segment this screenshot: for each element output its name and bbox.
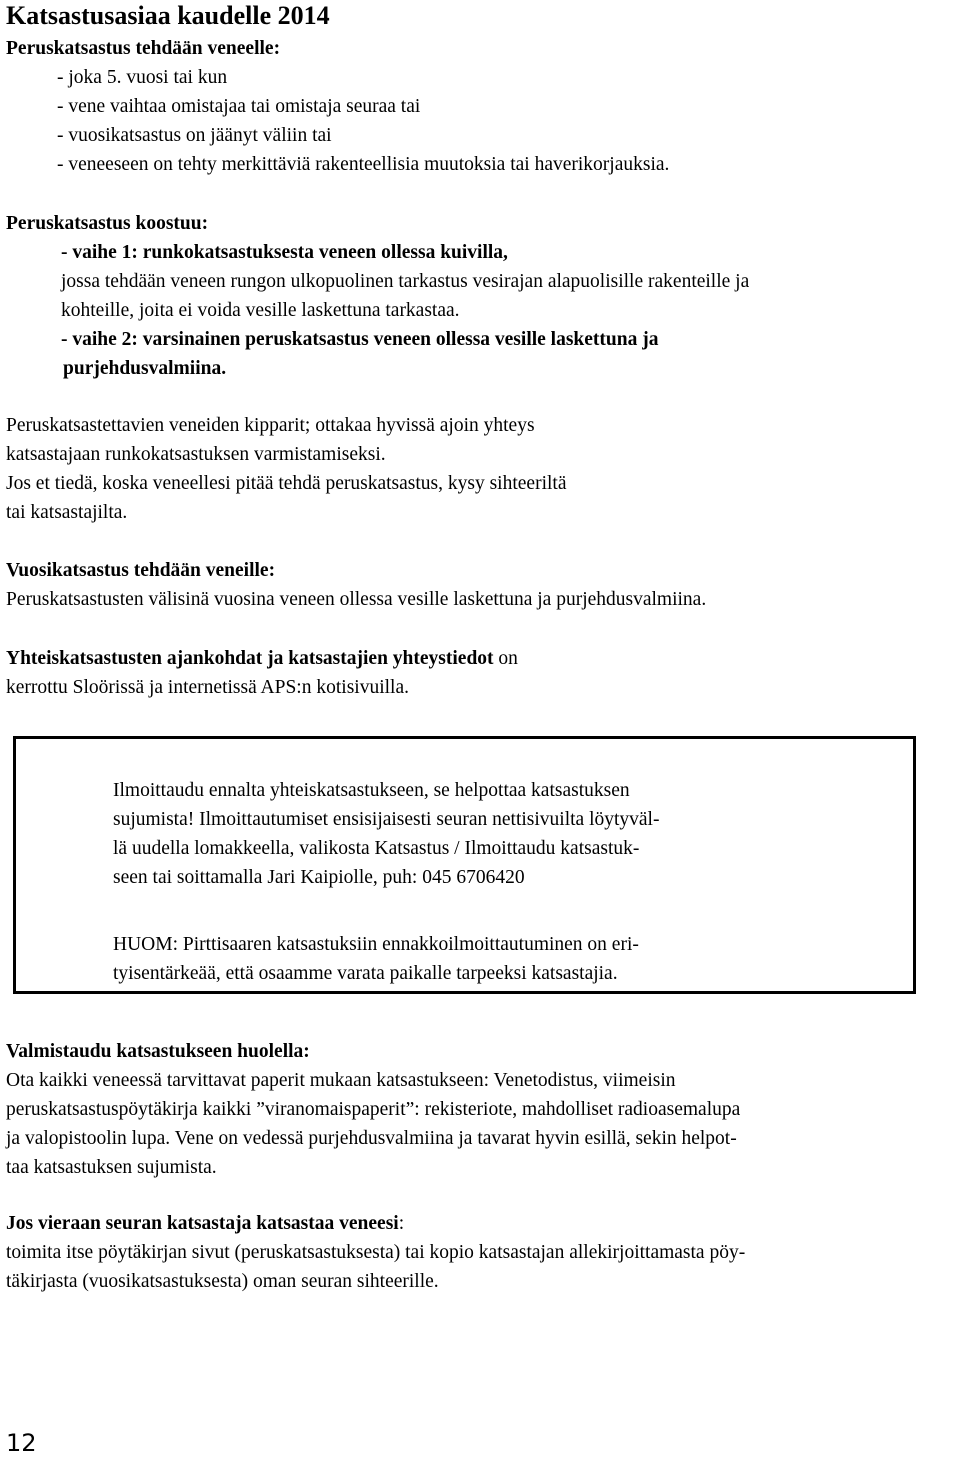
annual-text: Peruskatsastusten välisinä vuosina veneen ollessa vesille laskettuna ja purjehdusvalmiina. <box>6 589 707 610</box>
page-number: 12 <box>6 1429 37 1457</box>
annual-section <box>6 556 706 614</box>
foreign-line: toimita itse pöytäkirjan sivut (peruskatsastuksesta) tai kopio katsastajan allekirjoittamasta pöy- <box>6 1242 746 1263</box>
note-line: Peruskatsastettavien veneiden kipparit; ottakaa hyvissä ajoin yhteys <box>6 415 535 436</box>
foreign-section <box>6 1209 745 1296</box>
schedule-text: on <box>493 648 518 669</box>
foreign-line: täkirjasta (vuosikatsastuksesta) oman seuran sihteerille. <box>6 1271 439 1292</box>
schedule-section <box>6 644 518 702</box>
phase1-text: jossa tehdään veneen rungon ulkopuolinen tarkastus vesirajan alapuolisille rakenteille ja <box>61 271 750 292</box>
note-line: katsastajaan runkokatsastuksen varmistamiseksi. <box>6 444 386 465</box>
list-item: - vuosikatsastus on jäänyt väliin tai <box>57 125 332 146</box>
notice-line: sujumista! Ilmoittautumiset ensisijaisesti seuran nettisivuilta löytyväl- <box>113 809 660 830</box>
notice-line: seen tai soittamalla Jari Kaipiolle, puh: 045 6706420 <box>113 867 525 888</box>
phase-section <box>61 238 749 383</box>
schedule-heading: Yhteiskatsastusten ajankohdat ja katsastajien yhteystiedot <box>6 648 494 669</box>
list-item: - veneeseen on tehty merkittäviä rakenteellisia muutoksia tai haverikorjauksia. <box>57 154 670 175</box>
prepare-line: ja valopistoolin lupa. Vene on vedessä purjehdusvalmiina ja tavarat hyvin esillä, sekin helpot- <box>6 1128 737 1149</box>
note-line: tai katsastajilta. <box>6 502 128 523</box>
schedule-text: kerrottu Sloörissä ja internetissä APS:n kotisivuilla. <box>6 677 409 698</box>
phase2-heading: - vaihe 2: varsinainen peruskatsastus veneen ollessa vesille laskettuna ja <box>61 329 659 350</box>
section-heading-vieras: Jos vieraan seuran katsastaja katsastaa veneesi <box>6 1213 399 1234</box>
phase2-heading-cont: purjehdusvalmiina. <box>63 358 227 379</box>
condition-list <box>57 63 669 179</box>
skipper-note <box>6 411 566 527</box>
list-item: - vene vaihtaa omistajaa tai omistaja seuraa tai <box>57 96 421 117</box>
page-title: Katsastusasiaa kaudelle 2014 <box>6 1 330 30</box>
notice-text <box>113 776 833 892</box>
section-heading-peruskatsastus: Peruskatsastus tehdään veneelle: <box>6 38 281 59</box>
phase1-heading: - vaihe 1: runkokatsastuksesta veneen ollessa kuivilla, <box>61 242 508 263</box>
prepare-line: taa katsastuksen sujumista. <box>6 1157 217 1178</box>
note-line: Jos et tiedä, koska veneellesi pitää tehdä peruskatsastus, kysy sihteeriltä <box>6 473 567 494</box>
prepare-line: Ota kaikki veneessä tarvittavat paperit mukaan katsastukseen: Venetodistus, viimeisin <box>6 1070 676 1091</box>
list-item: - joka 5. vuosi tai kun <box>57 67 228 88</box>
section-heading-valmistaudu: Valmistaudu katsastukseen huolella: <box>6 1041 310 1062</box>
prepare-section <box>6 1037 740 1182</box>
notice-line: Ilmoittaudu ennalta yhteiskatsastukseen, se helpottaa katsastuksen <box>113 780 630 801</box>
section-heading-koostuu: Peruskatsastus koostuu: <box>6 213 209 234</box>
notice-line: lä uudella lomakkeella, valikosta Katsastus / Ilmoittaudu katsastuk- <box>113 838 640 859</box>
huom-text <box>113 930 833 988</box>
section-heading-vuosikatsastus: Vuosikatsastus tehdään veneille: <box>6 560 276 581</box>
phase1-text: kohteille, joita ei voida vesille laskettuna tarkastaa. <box>61 300 460 321</box>
notice-box <box>13 736 916 994</box>
huom-line: HUOM: Pirttisaaren katsastuksiin ennakkoilmoittautuminen on eri- <box>113 934 639 955</box>
prepare-line: peruskatsastuspöytäkirja kaikki ”viranomaispaperit”: rekisteriote, mahdolliset radioasemalupa <box>6 1099 741 1120</box>
huom-line: tyisentärkeää, että osaamme varata paikalle tarpeeksi katsastajia. <box>113 963 618 984</box>
heading-colon: : <box>398 1213 405 1234</box>
